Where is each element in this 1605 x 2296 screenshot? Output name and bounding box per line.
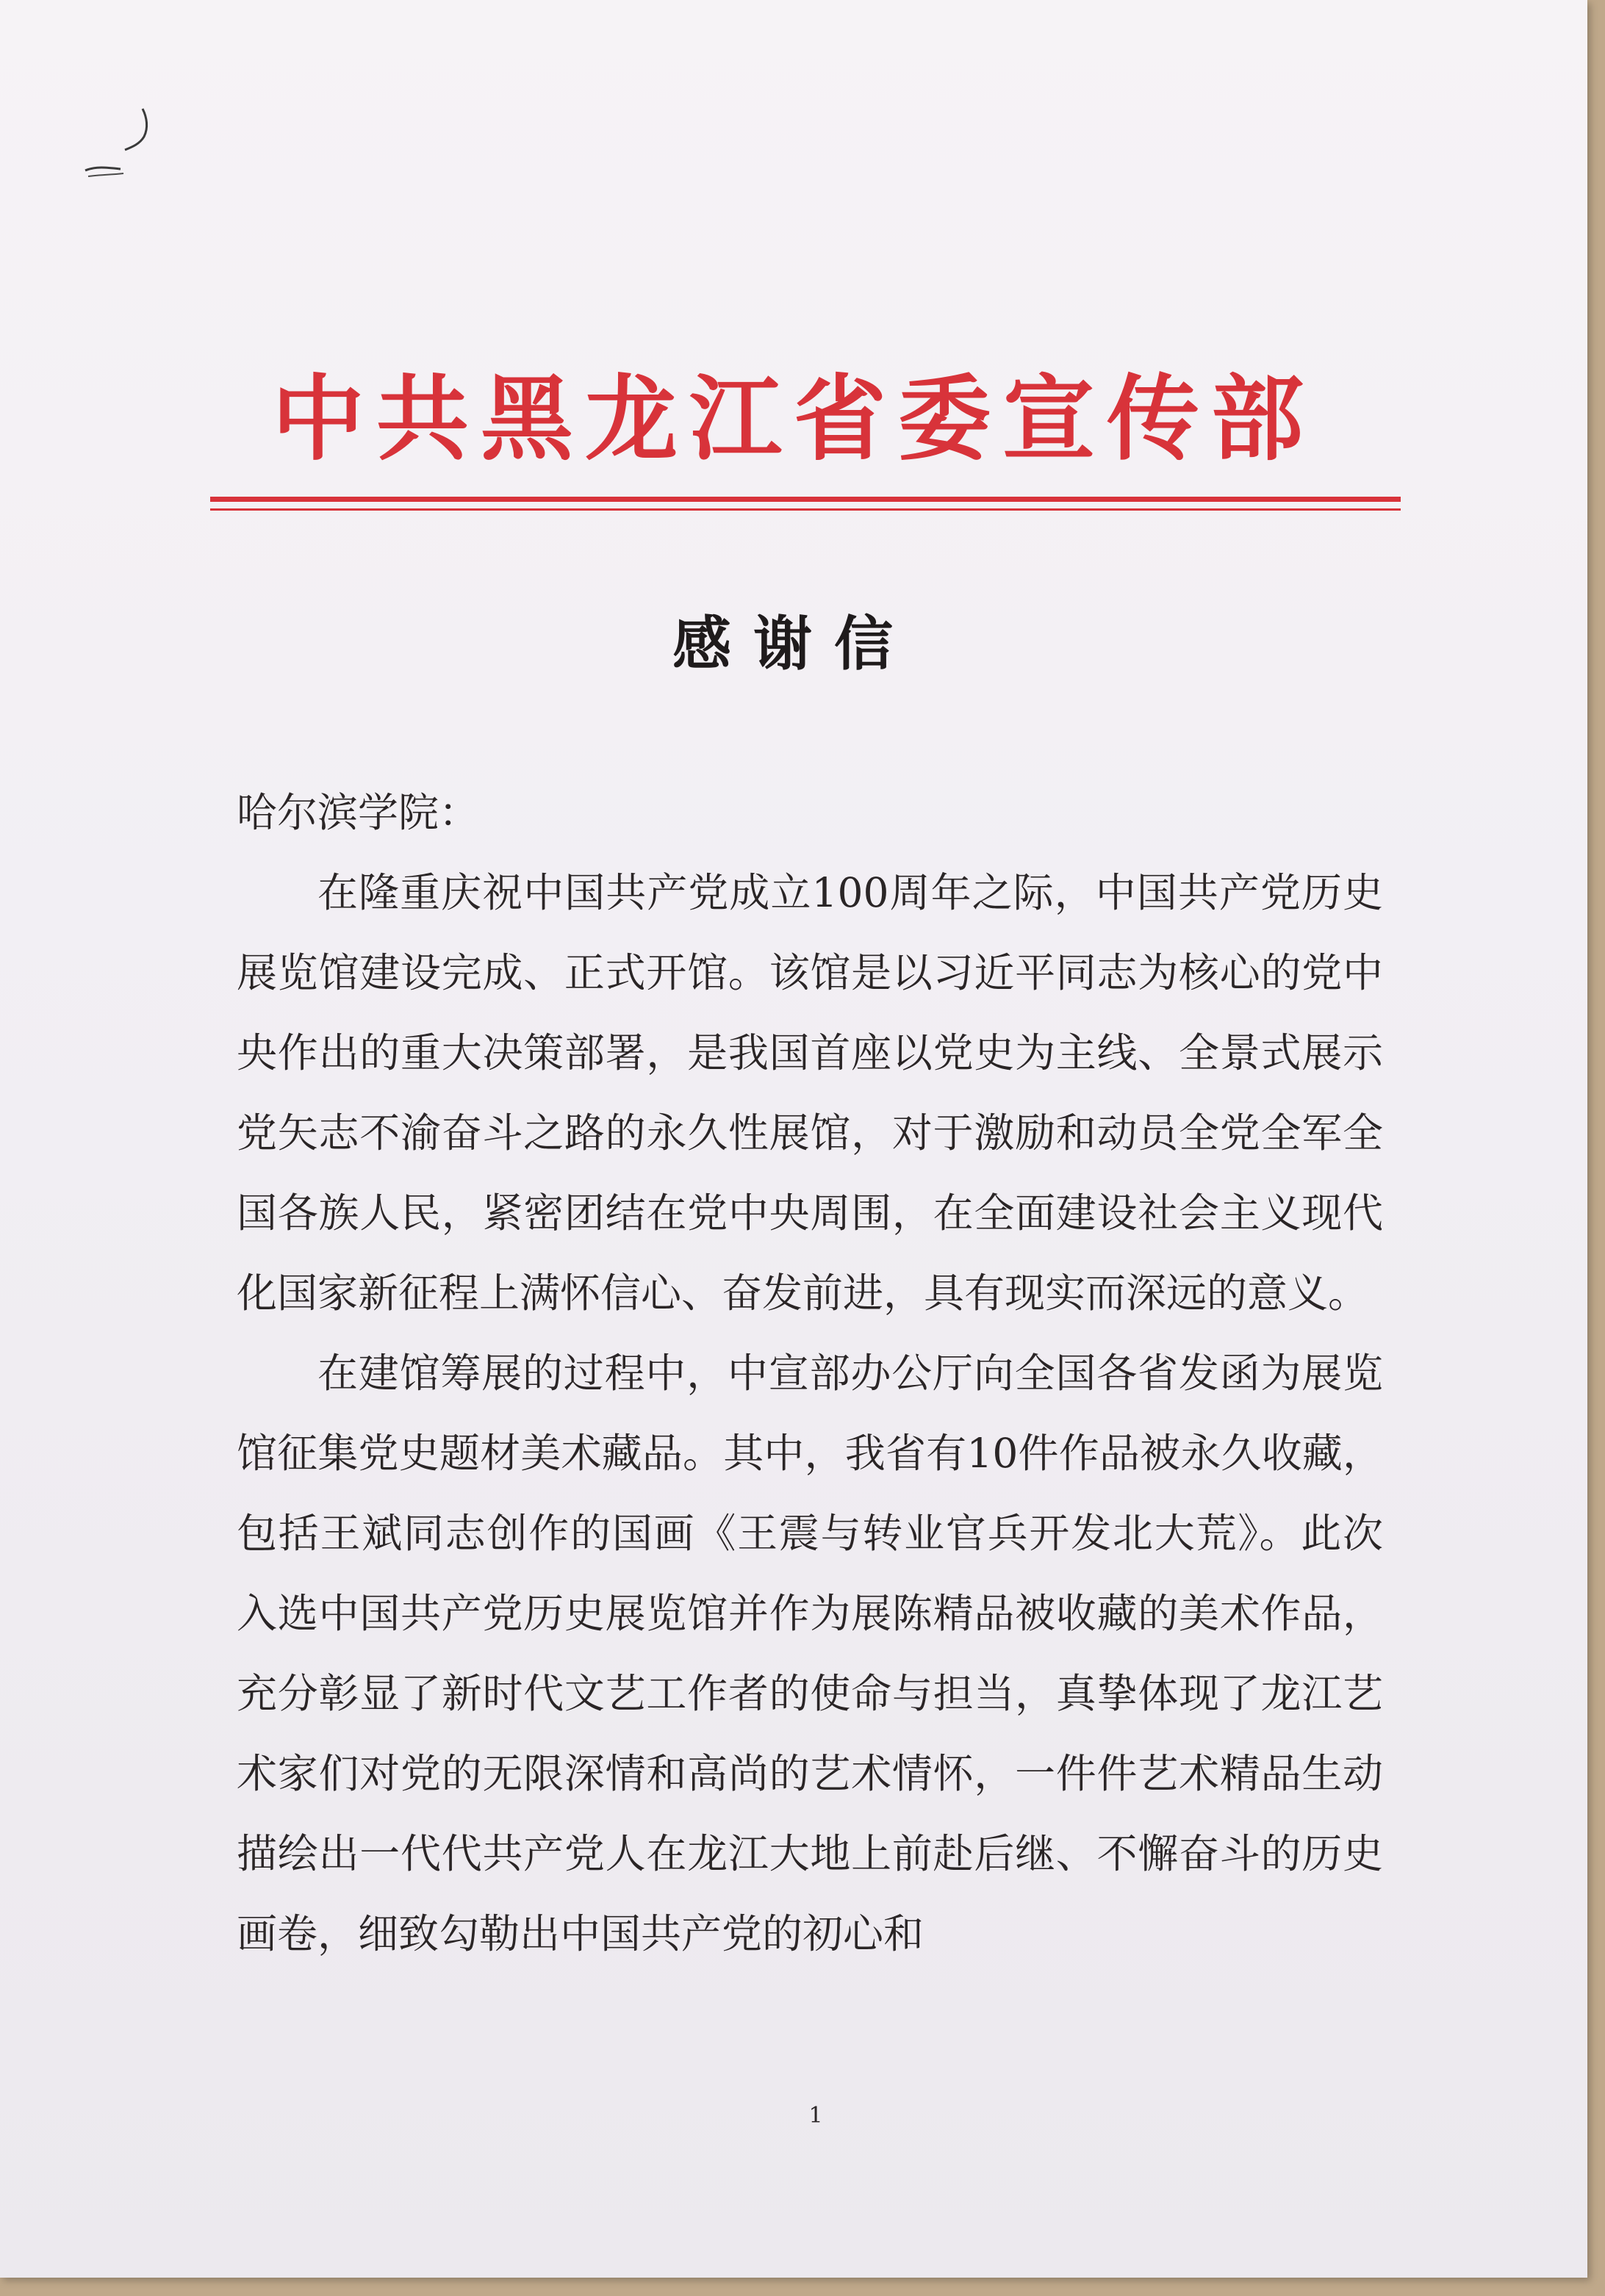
letterhead-title: 中共黑龙江省委宣传部 [272,364,1315,473]
letter-body [237,773,1383,1974]
ink-mark-icon [81,103,169,184]
letterhead-divider [210,497,1401,502]
body-paragraph: 在建馆筹展的过程中，中宣部办公厅向全国各省发函为展览馆征集党史题材美术藏品。其中，我省有10件作品被永久收藏，包括王斌同志创作的国画《王震与转业官兵开发北大荒》。此次入选中国共产党历史展览馆并作为展陈精品被收藏的美术作品，充分彰显了新时代文艺工作者的使命与担当，真挚体现了龙江艺术家们对党的无限深情和高尚的艺术情怀，一件件艺术精品生动描绘出一代代共产党人在龙江大地上前赴后继、不懈奋斗的历史画卷，细致勾勒出中国共产党的初心和 [237,1350,1383,1957]
salutation: 哈尔滨学院： [237,789,480,836]
page-number: 1 [808,2103,823,2128]
document-title: 感谢信 [672,609,915,678]
letterhead-divider-thin [210,508,1401,511]
body-paragraph: 在隆重庆祝中国共产党成立100周年之际，中国共产党历史展览馆建设完成、正式开馆。该馆是以习近平同志为核心的党中央作出的重大决策部署，是我国首座以党史为主线、全景式展示党矢志不渝奋斗之路的永久性展馆，对于激励和动员全党全军全国各族人民，紧密团结在党中央周围，在全面建设社会主义现代化国家新征程上满怀信心、奋发前进，具有现实而深远的意义。 [237,869,1383,1317]
